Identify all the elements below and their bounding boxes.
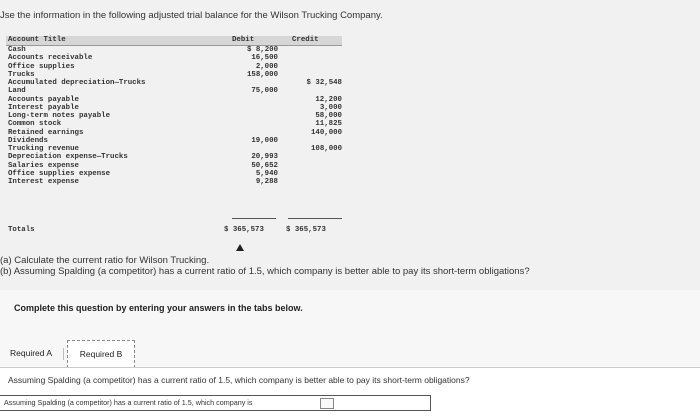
table-row <box>6 104 342 112</box>
table-row <box>6 120 342 128</box>
cell-credit: 3,000 <box>319 103 342 112</box>
header-debit: Debit <box>232 36 255 44</box>
tab-required-a[interactable]: Required A <box>10 348 53 358</box>
table-row <box>6 71 342 79</box>
cell-account: Accumulated depreciation—Trucks <box>8 79 146 87</box>
tab-required-b[interactable]: Required B <box>67 340 135 368</box>
table-row <box>6 79 342 87</box>
cell-account: Trucks <box>8 70 35 79</box>
cell-debit: 2,000 <box>255 62 278 71</box>
table-row <box>6 145 342 153</box>
totals-credit: $ 365,573 <box>286 226 326 234</box>
answer-sentence: Assuming Spalding (a competitor) has a current ratio of 1.5, which company is <box>4 398 253 407</box>
cell-debit: 20,993 <box>251 153 278 162</box>
table-row <box>6 96 342 104</box>
tab-content <box>0 367 700 418</box>
cell-debit: 16,500 <box>251 54 278 63</box>
credit-total-rule <box>288 218 342 219</box>
answer-row <box>0 395 431 411</box>
cell-credit: 58,000 <box>315 112 342 120</box>
cell-account: Cash <box>8 46 26 54</box>
tab-divider <box>63 348 64 360</box>
cell-debit: 19,000 <box>251 136 278 145</box>
cell-credit: 140,000 <box>310 128 342 137</box>
cell-debit: $ 8,200 <box>246 46 278 54</box>
table-row <box>6 137 342 145</box>
cell-account: Office supplies expense <box>8 169 111 178</box>
cell-account: Retained earnings <box>8 128 84 137</box>
trial-balance-table <box>6 36 342 240</box>
table-row <box>6 162 342 170</box>
cell-account: Depreciation expense—Trucks <box>8 153 128 162</box>
cell-account: Salaries expense <box>8 161 79 170</box>
totals-debit: $ 365,573 <box>224 226 264 234</box>
cell-credit: 108,000 <box>310 145 342 153</box>
question-b: (b) Assuming Spalding (a competitor) has a current ratio of 1.5, which company is better able to pay its short-term obligations? <box>0 266 530 277</box>
cell-credit: 11,825 <box>315 120 342 129</box>
cell-credit: 12,200 <box>315 95 342 104</box>
intro-text: Jse the information in the following adjusted trial balance for the Wilson Trucking Company. <box>0 10 383 21</box>
debit-total-rule <box>232 218 276 219</box>
table-row <box>6 178 342 186</box>
totals-label: Totals <box>8 226 35 234</box>
instruction-text: Complete this question by entering your answers in the tabs below. <box>14 303 303 313</box>
header-account: Account Title <box>8 36 66 44</box>
required-b-prompt: Assuming Spalding (a competitor) has a current ratio of 1.5, which company is better able to pay its short-term obligations? <box>8 375 470 385</box>
cell-account: Dividends <box>8 136 48 145</box>
company-select-dropdown[interactable] <box>320 398 334 409</box>
cell-account: Trucking revenue <box>8 145 79 153</box>
cell-account: Accounts payable <box>8 95 79 104</box>
cell-debit: 75,000 <box>251 87 278 96</box>
table-row <box>6 170 342 178</box>
question-a: (a) Calculate the current ratio for Wilson Trucking. <box>0 255 210 266</box>
cell-debit: 158,000 <box>246 70 278 79</box>
cell-account: Land <box>8 87 26 96</box>
cell-account: Accounts receivable <box>8 54 93 63</box>
header-credit: Credit <box>292 36 319 44</box>
cell-account: Common stock <box>8 120 62 129</box>
tab-bar <box>0 340 700 368</box>
table-row <box>6 87 342 95</box>
table-row <box>6 54 342 62</box>
totals-row <box>6 226 342 236</box>
cell-debit: 5,940 <box>255 169 278 178</box>
table-row <box>6 46 342 54</box>
cell-credit: $ 32,548 <box>306 79 342 87</box>
cell-debit: 50,652 <box>251 161 278 170</box>
cell-account: Long-term notes payable <box>8 112 111 120</box>
table-row <box>6 112 342 120</box>
table-body <box>6 46 342 186</box>
cell-debit: 9,288 <box>255 178 278 186</box>
table-row <box>6 129 342 137</box>
table-row <box>6 153 342 161</box>
table-row <box>6 63 342 71</box>
cell-account: Office supplies <box>8 62 75 71</box>
table-header <box>6 36 342 46</box>
cell-account: Interest payable <box>8 103 79 112</box>
mouse-cursor-icon <box>236 244 244 251</box>
cell-account: Interest expense <box>8 178 79 186</box>
